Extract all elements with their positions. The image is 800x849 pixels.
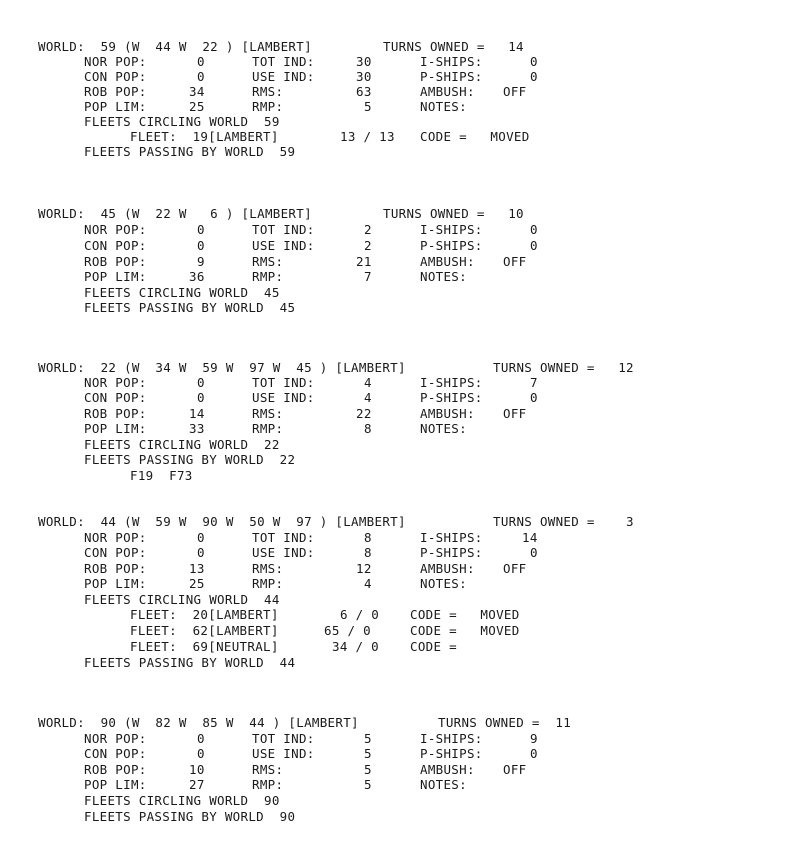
stat-value: 7 [530, 375, 538, 390]
stat-value: 0 [197, 746, 205, 761]
stat-label: I-SHIPS: [420, 222, 483, 237]
stat-value: 0 [197, 69, 205, 84]
stat-value: 0 [530, 222, 538, 237]
stat-value: 10 [189, 762, 205, 777]
stat-value: 9 [530, 731, 538, 746]
fleets-circling: FLEETS CIRCLING WORLD 44 [84, 592, 280, 607]
stat-value: 0 [197, 222, 205, 237]
stat-label: ROB POP: [84, 561, 147, 576]
fleets-passing: FLEETS PASSING BY WORLD 45 [84, 300, 296, 315]
stat-value: 36 [189, 269, 205, 284]
stat-value: 30 [356, 54, 372, 69]
stat-label: NOTES: [420, 99, 467, 114]
stat-label: NOR POP: [84, 731, 147, 746]
stat-value: 5 [364, 777, 372, 792]
turns-owned: TURNS OWNED = 14 [383, 39, 524, 54]
world-header: WORLD: 59 (W 44 W 22 ) [LAMBERT] [38, 39, 312, 54]
stat-label: RMP: [252, 421, 284, 436]
fleets-circling: FLEETS CIRCLING WORLD 45 [84, 285, 280, 300]
fleet-entry: FLEET: 62[LAMBERT] [130, 623, 279, 638]
stat-label: CON POP: [84, 390, 147, 405]
stat-label: ROB POP: [84, 762, 147, 777]
stat-value: 14 [522, 530, 538, 545]
stat-label: POP LIM: [84, 777, 147, 792]
stat-label: AMBUSH: [420, 254, 475, 269]
stat-value: 63 [356, 84, 372, 99]
stat-value: 5 [364, 731, 372, 746]
stat-value: 21 [356, 254, 372, 269]
stat-value: 9 [197, 254, 205, 269]
stat-label: P-SHIPS: [420, 746, 483, 761]
stat-label: RMS: [252, 84, 284, 99]
fleets-circling: FLEETS CIRCLING WORLD 22 [84, 437, 280, 452]
stat-label: NOTES: [420, 421, 467, 436]
stat-value: OFF [503, 84, 527, 99]
stat-label: CON POP: [84, 545, 147, 560]
fleets-passing: FLEETS PASSING BY WORLD 90 [84, 809, 296, 824]
stat-value: 0 [197, 390, 205, 405]
fleet-code: CODE = MOVED [410, 607, 520, 622]
fleet-ships: 6 / 0 [340, 607, 380, 622]
stat-label: POP LIM: [84, 99, 147, 114]
stat-label: NOR POP: [84, 530, 147, 545]
stat-label: I-SHIPS: [420, 375, 483, 390]
stat-label: NOTES: [420, 576, 467, 591]
turns-owned: TURNS OWNED = 3 [493, 514, 634, 529]
stat-value: 30 [356, 69, 372, 84]
stat-value: 8 [364, 545, 372, 560]
stat-label: RMP: [252, 576, 284, 591]
stat-value: OFF [503, 254, 527, 269]
world-header: WORLD: 22 (W 34 W 59 W 97 W 45 ) [LAMBERT] [38, 360, 406, 375]
stat-label: AMBUSH: [420, 561, 475, 576]
stat-label: P-SHIPS: [420, 390, 483, 405]
turns-owned: TURNS OWNED = 12 [493, 360, 634, 375]
stat-value: 4 [364, 390, 372, 405]
stat-label: NOR POP: [84, 54, 147, 69]
stat-label: ROB POP: [84, 84, 147, 99]
stat-label: RMS: [252, 254, 284, 269]
fleet-code: CODE = MOVED [420, 129, 530, 144]
stat-label: AMBUSH: [420, 762, 475, 777]
stat-value: 5 [364, 99, 372, 114]
stat-label: NOR POP: [84, 222, 147, 237]
fleet-code: CODE = [410, 639, 457, 654]
stat-label: I-SHIPS: [420, 731, 483, 746]
stat-value: 0 [197, 238, 205, 253]
stat-label: RMP: [252, 269, 284, 284]
fleet-entry: FLEET: 69[NEUTRAL] [130, 639, 279, 654]
stat-label: ROB POP: [84, 406, 147, 421]
fleet-entry: FLEET: 20[LAMBERT] [130, 607, 279, 622]
stat-label: NOTES: [420, 777, 467, 792]
stat-value: 2 [364, 222, 372, 237]
stat-value: 0 [530, 545, 538, 560]
fleet-ships: 34 / 0 [332, 639, 379, 654]
fleet-ships: 65 / 0 [324, 623, 371, 638]
stat-label: I-SHIPS: [420, 530, 483, 545]
fleet-entry: FLEET: 19[LAMBERT] [130, 129, 279, 144]
world-header: WORLD: 90 (W 82 W 85 W 44 ) [LAMBERT] [38, 715, 359, 730]
stat-value: 8 [364, 530, 372, 545]
turns-owned: TURNS OWNED = 11 [438, 715, 572, 730]
stat-value: 0 [530, 746, 538, 761]
stat-label: AMBUSH: [420, 406, 475, 421]
fleet-code: CODE = MOVED [410, 623, 520, 638]
fleets-circling: FLEETS CIRCLING WORLD 59 [84, 114, 280, 129]
stat-value: 22 [356, 406, 372, 421]
stat-label: NOTES: [420, 269, 467, 284]
stat-value: 27 [189, 777, 205, 792]
stat-value: 4 [364, 576, 372, 591]
stat-label: TOT IND: [252, 530, 315, 545]
stat-label: CON POP: [84, 238, 147, 253]
fleets-passing: FLEETS PASSING BY WORLD 22 [84, 452, 296, 467]
stat-value: OFF [503, 762, 527, 777]
stat-label: AMBUSH: [420, 84, 475, 99]
stat-label: POP LIM: [84, 421, 147, 436]
stat-value: OFF [503, 406, 527, 421]
stat-value: 0 [197, 54, 205, 69]
stat-label: USE IND: [252, 545, 315, 560]
stat-label: RMS: [252, 406, 284, 421]
stat-value: 34 [189, 84, 205, 99]
passing-fleet-list: F19 F73 [130, 468, 193, 483]
stat-label: TOT IND: [252, 54, 315, 69]
stat-value: 33 [189, 421, 205, 436]
fleets-circling: FLEETS CIRCLING WORLD 90 [84, 793, 280, 808]
turns-owned: TURNS OWNED = 10 [383, 206, 524, 221]
stat-label: USE IND: [252, 69, 315, 84]
stat-value: 0 [197, 545, 205, 560]
stat-value: 0 [197, 530, 205, 545]
stat-label: POP LIM: [84, 269, 147, 284]
stat-value: 25 [189, 99, 205, 114]
stat-value: 0 [530, 238, 538, 253]
stat-label: RMP: [252, 99, 284, 114]
stat-label: USE IND: [252, 238, 315, 253]
stat-value: 0 [197, 731, 205, 746]
stat-label: NOR POP: [84, 375, 147, 390]
stat-label: USE IND: [252, 746, 315, 761]
stat-label: TOT IND: [252, 375, 315, 390]
stat-label: TOT IND: [252, 222, 315, 237]
stat-value: 4 [364, 375, 372, 390]
stat-value: 2 [364, 238, 372, 253]
stat-label: RMP: [252, 777, 284, 792]
stat-label: RMS: [252, 561, 284, 576]
fleets-passing: FLEETS PASSING BY WORLD 44 [84, 655, 296, 670]
stat-label: P-SHIPS: [420, 238, 483, 253]
world-header: WORLD: 45 (W 22 W 6 ) [LAMBERT] [38, 206, 312, 221]
stat-value: 13 [189, 561, 205, 576]
stat-value: 0 [530, 390, 538, 405]
stat-value: 5 [364, 762, 372, 777]
stat-value: 12 [356, 561, 372, 576]
stat-value: 8 [364, 421, 372, 436]
stat-value: 7 [364, 269, 372, 284]
stat-label: ROB POP: [84, 254, 147, 269]
fleets-passing: FLEETS PASSING BY WORLD 59 [84, 144, 296, 159]
stat-value: 0 [530, 69, 538, 84]
stat-label: USE IND: [252, 390, 315, 405]
stat-label: I-SHIPS: [420, 54, 483, 69]
stat-value: OFF [503, 561, 527, 576]
stat-value: 25 [189, 576, 205, 591]
stat-label: CON POP: [84, 69, 147, 84]
stat-value: 14 [189, 406, 205, 421]
stat-label: P-SHIPS: [420, 545, 483, 560]
stat-label: P-SHIPS: [420, 69, 483, 84]
stat-label: TOT IND: [252, 731, 315, 746]
stat-value: 0 [197, 375, 205, 390]
fleet-ships: 13 / 13 [340, 129, 395, 144]
world-header: WORLD: 44 (W 59 W 90 W 50 W 97 ) [LAMBERT] [38, 514, 406, 529]
stat-value: 0 [530, 54, 538, 69]
stat-label: CON POP: [84, 746, 147, 761]
stat-value: 5 [364, 746, 372, 761]
stat-label: RMS: [252, 762, 284, 777]
stat-label: POP LIM: [84, 576, 147, 591]
